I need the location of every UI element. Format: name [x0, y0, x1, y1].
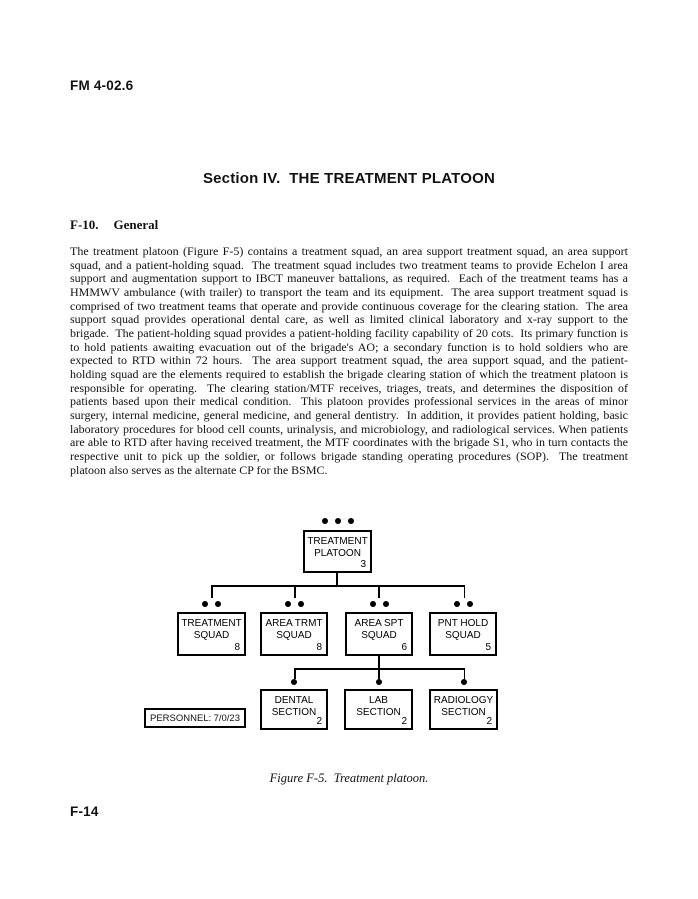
page-number: F-14 — [70, 804, 99, 819]
personnel-label: PERSONNEL: — [150, 712, 212, 724]
org-box-label: DENTAL — [274, 695, 314, 706]
org-box-label: AREA SPT — [354, 618, 404, 629]
org-box-radiology-section — [429, 689, 498, 730]
org-box-label: SECTION — [356, 706, 401, 718]
unit-size-dots-platoon — [303, 518, 372, 524]
unit-size-dots-area-spt-squad — [345, 601, 413, 607]
dot-icon — [348, 518, 354, 524]
org-box-strength: 6 — [401, 642, 407, 653]
unit-size-dot-radiology-section — [429, 679, 498, 685]
org-box-label: RADIOLOGY — [433, 695, 494, 706]
unit-size-dots-pnt-hold-squad — [429, 601, 497, 607]
connector-line — [464, 668, 466, 679]
org-box-label: SECTION — [271, 706, 317, 718]
org-box-strength: 2 — [486, 716, 492, 727]
org-box-pnt-hold-squad — [429, 612, 497, 656]
org-box-label: SQUAD — [276, 629, 312, 641]
org-box-strength: 5 — [485, 642, 491, 653]
org-box-label: TREATMENT — [181, 618, 242, 629]
dot-icon — [383, 601, 389, 607]
dot-icon — [215, 601, 221, 607]
org-box-strength: 2 — [401, 716, 407, 727]
connector-line — [294, 668, 465, 670]
org-box-label: PNT HOLD — [437, 618, 489, 629]
paragraph-title: General — [113, 217, 159, 232]
unit-size-dot-dental-section — [260, 679, 328, 685]
org-box-label: LAB — [369, 695, 388, 706]
dot-icon — [298, 601, 304, 607]
unit-size-dots-area-trmt-squad — [260, 601, 328, 607]
unit-size-dots-treatment-squad — [177, 601, 246, 607]
org-chart-treatment-platoon — [140, 505, 510, 740]
connector-line — [211, 585, 465, 587]
org-box-label: SQUAD — [193, 629, 230, 641]
personnel-strength-box — [144, 708, 246, 728]
org-box-treatment-squad — [177, 612, 246, 656]
org-box-strength: 8 — [316, 642, 322, 653]
dot-icon — [291, 679, 297, 685]
org-box-area-spt-squad — [345, 612, 413, 656]
dot-icon — [461, 679, 467, 685]
dot-icon — [376, 679, 382, 685]
connector-line — [464, 585, 466, 598]
connector-line — [294, 668, 296, 679]
paragraph-heading — [70, 217, 158, 233]
dot-icon — [285, 601, 291, 607]
section-heading: Section IV. THE TREATMENT PLATOON — [202, 170, 496, 187]
body-paragraph: The treatment platoon (Figure F-5) contains a treatment squad, an area support treatment squad, an area support squad, and a patient-holding squad. The treatment squad includes two treatment teams to provide Echelon I area support and augmentation support to IBCT maneuver battalions, as required. Each of the treatment teams has a HMMWV ambulance (with trailer) to transport the team and its equipment. The area support treatment squad is comprised of two treatment teams that operate and provide continuous coverage for the clearing station. The area support squad provides operational dental care, as well as limited clinical laboratory and x-ray support to the brigade. The patient-holding squad provides a patient-holding facility capability of 20 cots. Its primary function is to hold patients awaiting evacuation out of the brigade's AO; a secondary function is to hold soldiers who are expected to RTD within 72 hours. The area support treatment squad, the area support squad, and the patient-holding squad are the elements required to establish the brigade clearing station of which the treatment platoon is responsible for operating. The clearing station/MTF receives, triages, treats, and determines the disposition of patients based upon their medical condition. This platoon provides professional services in the areas of minor surgery, internal medicine, general medicine, and general dentistry. In addition, it provides patient holding, basic laboratory procedures for blood cell counts, urinalysis, and microbiology, and radiological services. When patients are able to RTD after having received treatment, the MTF coordinates with the brigade S1, who in turn contacts the respective unit to pick up the soldier, or follows brigade standing operating procedures (SOP). The treatment platoon also serves as the alternate CP for the BSMC. — [70, 244, 631, 477]
org-box-area-trmt-squad — [260, 612, 328, 656]
org-box-label: TREATMENT — [307, 536, 368, 547]
connector-line — [378, 656, 380, 668]
connector-line — [378, 585, 380, 598]
org-box-dental-section — [260, 689, 328, 730]
personnel-value: 7/0/23 — [213, 712, 240, 724]
dot-icon — [467, 601, 473, 607]
dot-icon — [454, 601, 460, 607]
org-box-label: PLATOON — [314, 547, 361, 559]
connector-line — [294, 585, 296, 598]
org-box-treatment-platoon — [303, 530, 372, 573]
dot-icon — [202, 601, 208, 607]
org-box-lab-section — [344, 689, 413, 730]
manual-code: FM 4-02.6 — [70, 78, 134, 93]
unit-size-dot-lab-section — [344, 679, 413, 685]
org-box-label: SECTION — [441, 706, 486, 718]
connector-line — [336, 573, 338, 585]
figure-caption: Figure F-5. Treatment platoon. — [269, 771, 429, 785]
dot-icon — [370, 601, 376, 607]
org-box-label: SQUAD — [361, 629, 397, 641]
paragraph-number: F-10. — [70, 217, 99, 232]
org-box-label: SQUAD — [445, 629, 481, 641]
org-box-strength: 8 — [234, 642, 240, 653]
dot-icon — [322, 518, 328, 524]
dot-icon — [335, 518, 341, 524]
org-box-label: AREA TRMT — [265, 618, 323, 629]
connector-line — [378, 668, 380, 679]
connector-line — [211, 585, 213, 598]
org-box-strength: 2 — [316, 716, 322, 727]
org-box-strength: 3 — [360, 559, 366, 570]
